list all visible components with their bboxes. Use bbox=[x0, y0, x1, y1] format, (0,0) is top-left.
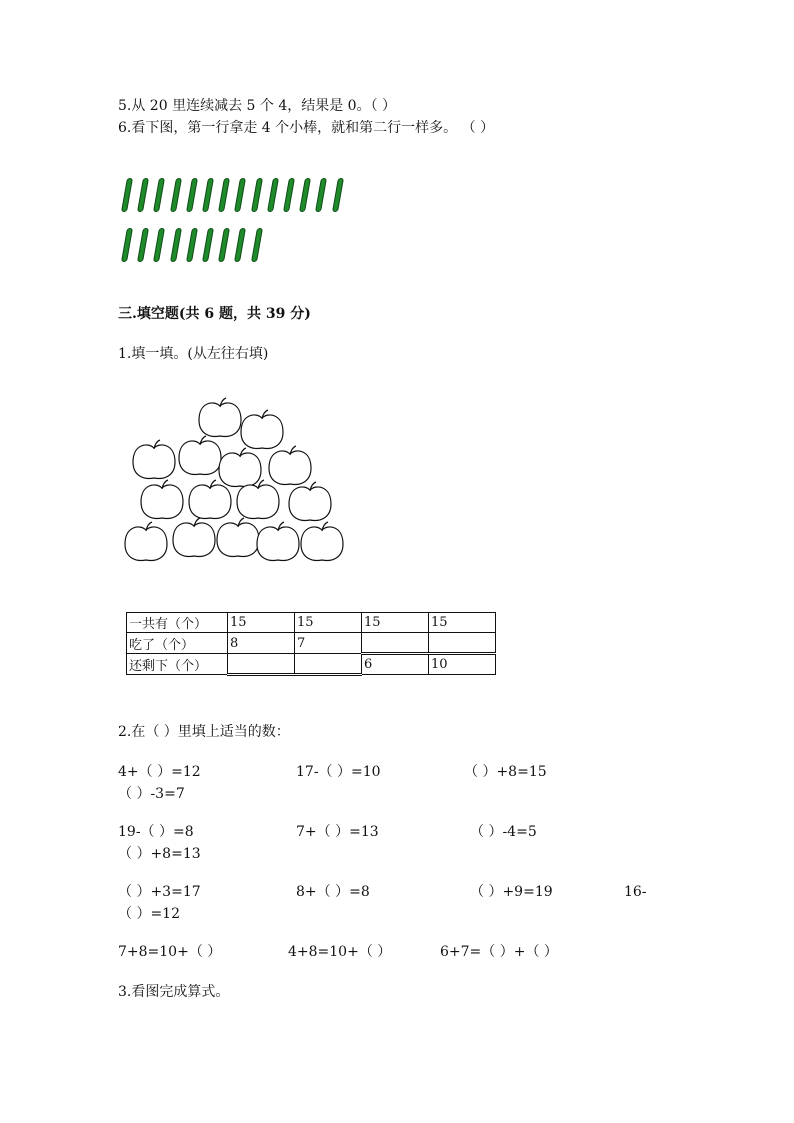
table-row: 一共有（个） 15 15 15 15 bbox=[127, 613, 496, 633]
stick bbox=[202, 178, 214, 212]
apple bbox=[269, 451, 311, 485]
stick bbox=[137, 178, 149, 212]
apple bbox=[217, 523, 259, 557]
equation: 8+（ ）=8 bbox=[296, 884, 370, 900]
stick bbox=[251, 178, 263, 212]
equation: 17-（ ）=10 bbox=[296, 764, 381, 780]
apple bbox=[241, 415, 283, 449]
eat-table bbox=[126, 612, 496, 676]
table-row: 吃了（个） 8 7 bbox=[127, 633, 496, 654]
question-6: 6.看下图，第一行拿走 4 个小棒，就和第二行一样多。 （ ） bbox=[118, 120, 495, 136]
equation: （ ）+8=13 bbox=[118, 846, 201, 862]
equation: 7+8=10+（ ） bbox=[118, 944, 222, 960]
apple bbox=[301, 527, 343, 561]
equation: 19-（ ）=8 bbox=[118, 824, 194, 840]
apple bbox=[237, 485, 279, 519]
equation: 7+（ ）=13 bbox=[296, 824, 379, 840]
equation: 4+（ ）=12 bbox=[118, 764, 201, 780]
stick bbox=[315, 178, 327, 212]
apple bbox=[125, 527, 167, 561]
apple bbox=[141, 485, 183, 519]
apple bbox=[189, 485, 231, 519]
apple bbox=[133, 445, 175, 479]
stick bbox=[299, 178, 311, 212]
blank-cell[interactable] bbox=[228, 654, 295, 675]
fill-q3: 3.看图完成算式。 bbox=[118, 984, 230, 1000]
fill-q2: 2.在（ ）里填上适当的数： bbox=[118, 724, 290, 740]
apple bbox=[179, 441, 221, 475]
stick bbox=[121, 228, 133, 262]
stick bbox=[234, 178, 246, 212]
stick bbox=[153, 178, 165, 212]
stick bbox=[234, 228, 246, 262]
apple bbox=[289, 487, 331, 521]
apple bbox=[199, 403, 241, 437]
equation: （ ）=12 bbox=[118, 906, 180, 922]
stick bbox=[218, 178, 230, 212]
equation: （ ）+8=15 bbox=[464, 764, 547, 780]
apple bbox=[219, 453, 261, 487]
stick bbox=[267, 178, 279, 212]
stick bbox=[186, 228, 198, 262]
equation: （ ）-4=5 bbox=[470, 824, 537, 840]
stick bbox=[332, 178, 344, 212]
stick bbox=[218, 228, 230, 262]
equation: 6+7=（ ）+（ ） bbox=[440, 944, 558, 960]
equation: （ ）+9=19 bbox=[470, 884, 553, 900]
section-title: 三.填空题(共 6 题，共 39 分) bbox=[118, 306, 311, 322]
stick bbox=[251, 228, 263, 262]
equation: 4+8=10+（ ） bbox=[288, 944, 392, 960]
blank-cell[interactable] bbox=[295, 654, 362, 675]
stick bbox=[283, 178, 295, 212]
equation: 16- bbox=[624, 884, 647, 900]
apple bbox=[173, 523, 215, 557]
apples-picture bbox=[118, 396, 358, 566]
equation: （ ）-3=7 bbox=[118, 786, 185, 802]
stick bbox=[137, 228, 149, 262]
question-5: 5.从 20 里连续减去 5 个 4，结果是 0。（ ） bbox=[118, 98, 397, 114]
apple bbox=[257, 527, 299, 561]
stick bbox=[202, 228, 214, 262]
stick bbox=[121, 178, 133, 212]
stick bbox=[170, 228, 182, 262]
blank-cell[interactable] bbox=[429, 633, 496, 654]
table-row: 还剩下（个） 6 10 bbox=[127, 654, 496, 675]
fill-q1: 1.填一填。(从左往右填) bbox=[118, 346, 269, 362]
equation: （ ）+3=17 bbox=[118, 884, 201, 900]
stick bbox=[186, 178, 198, 212]
stick bbox=[170, 178, 182, 212]
blank-cell[interactable] bbox=[362, 633, 429, 654]
stick bbox=[153, 228, 165, 262]
